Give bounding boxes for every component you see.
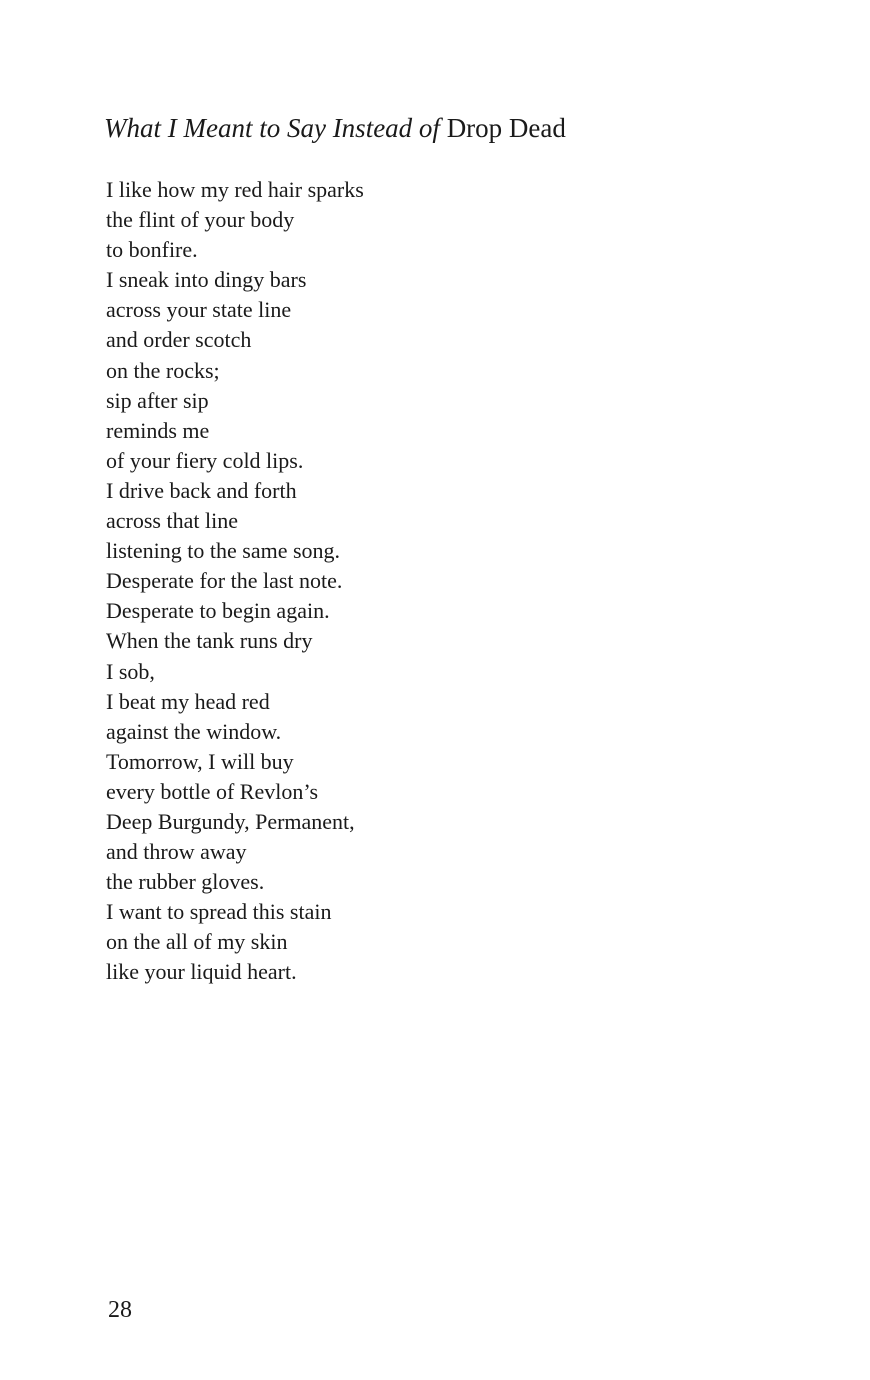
poem-line: on the all of my skin — [106, 929, 288, 955]
poem-line: reminds me — [106, 417, 210, 443]
poem-line: on the rocks; — [106, 357, 220, 383]
poem-line: across that line — [106, 508, 238, 534]
poem-line: the rubber gloves. — [106, 869, 265, 895]
poem-line: I drive back and forth — [106, 477, 297, 503]
poem-line: against the window. — [106, 718, 282, 744]
poem-line: sip after sip — [106, 387, 209, 413]
poem-line: I sob, — [106, 658, 155, 684]
poem-line: of your fiery cold lips. — [106, 447, 304, 473]
poem-line: like your liquid heart. — [106, 959, 297, 985]
poem-title-roman: Drop Dead — [446, 113, 566, 143]
poem-line: Desperate to begin again. — [106, 598, 330, 624]
poem-line: Desperate for the last note. — [106, 568, 343, 594]
poem-line: I sneak into dingy bars — [106, 267, 307, 293]
poem-line: across your state line — [106, 297, 292, 323]
poem-line: every bottle of Revlon’s — [106, 778, 319, 804]
poem-line: I like how my red hair sparks — [106, 177, 364, 202]
poem-line: and throw away — [106, 839, 247, 865]
poem-line: the flint of your body — [106, 207, 295, 233]
poem-line: When the tank runs dry — [106, 628, 313, 654]
poem-line: and order scotch — [106, 327, 252, 353]
page-number: 28 — [108, 1297, 132, 1323]
poem-line: listening to the same song. — [106, 538, 341, 564]
poem-line: Deep Burgundy, Permanent, — [106, 808, 355, 834]
poem-line: I want to spread this stain — [106, 899, 332, 925]
poem-title-italic: What I Meant to Say Instead of — [104, 113, 440, 143]
poem-body — [106, 175, 364, 988]
poem-title — [104, 110, 566, 146]
poem-line: I beat my head red — [106, 688, 270, 714]
poem-line: Tomorrow, I will buy — [106, 748, 294, 774]
poem-line: to bonfire. — [106, 237, 198, 263]
